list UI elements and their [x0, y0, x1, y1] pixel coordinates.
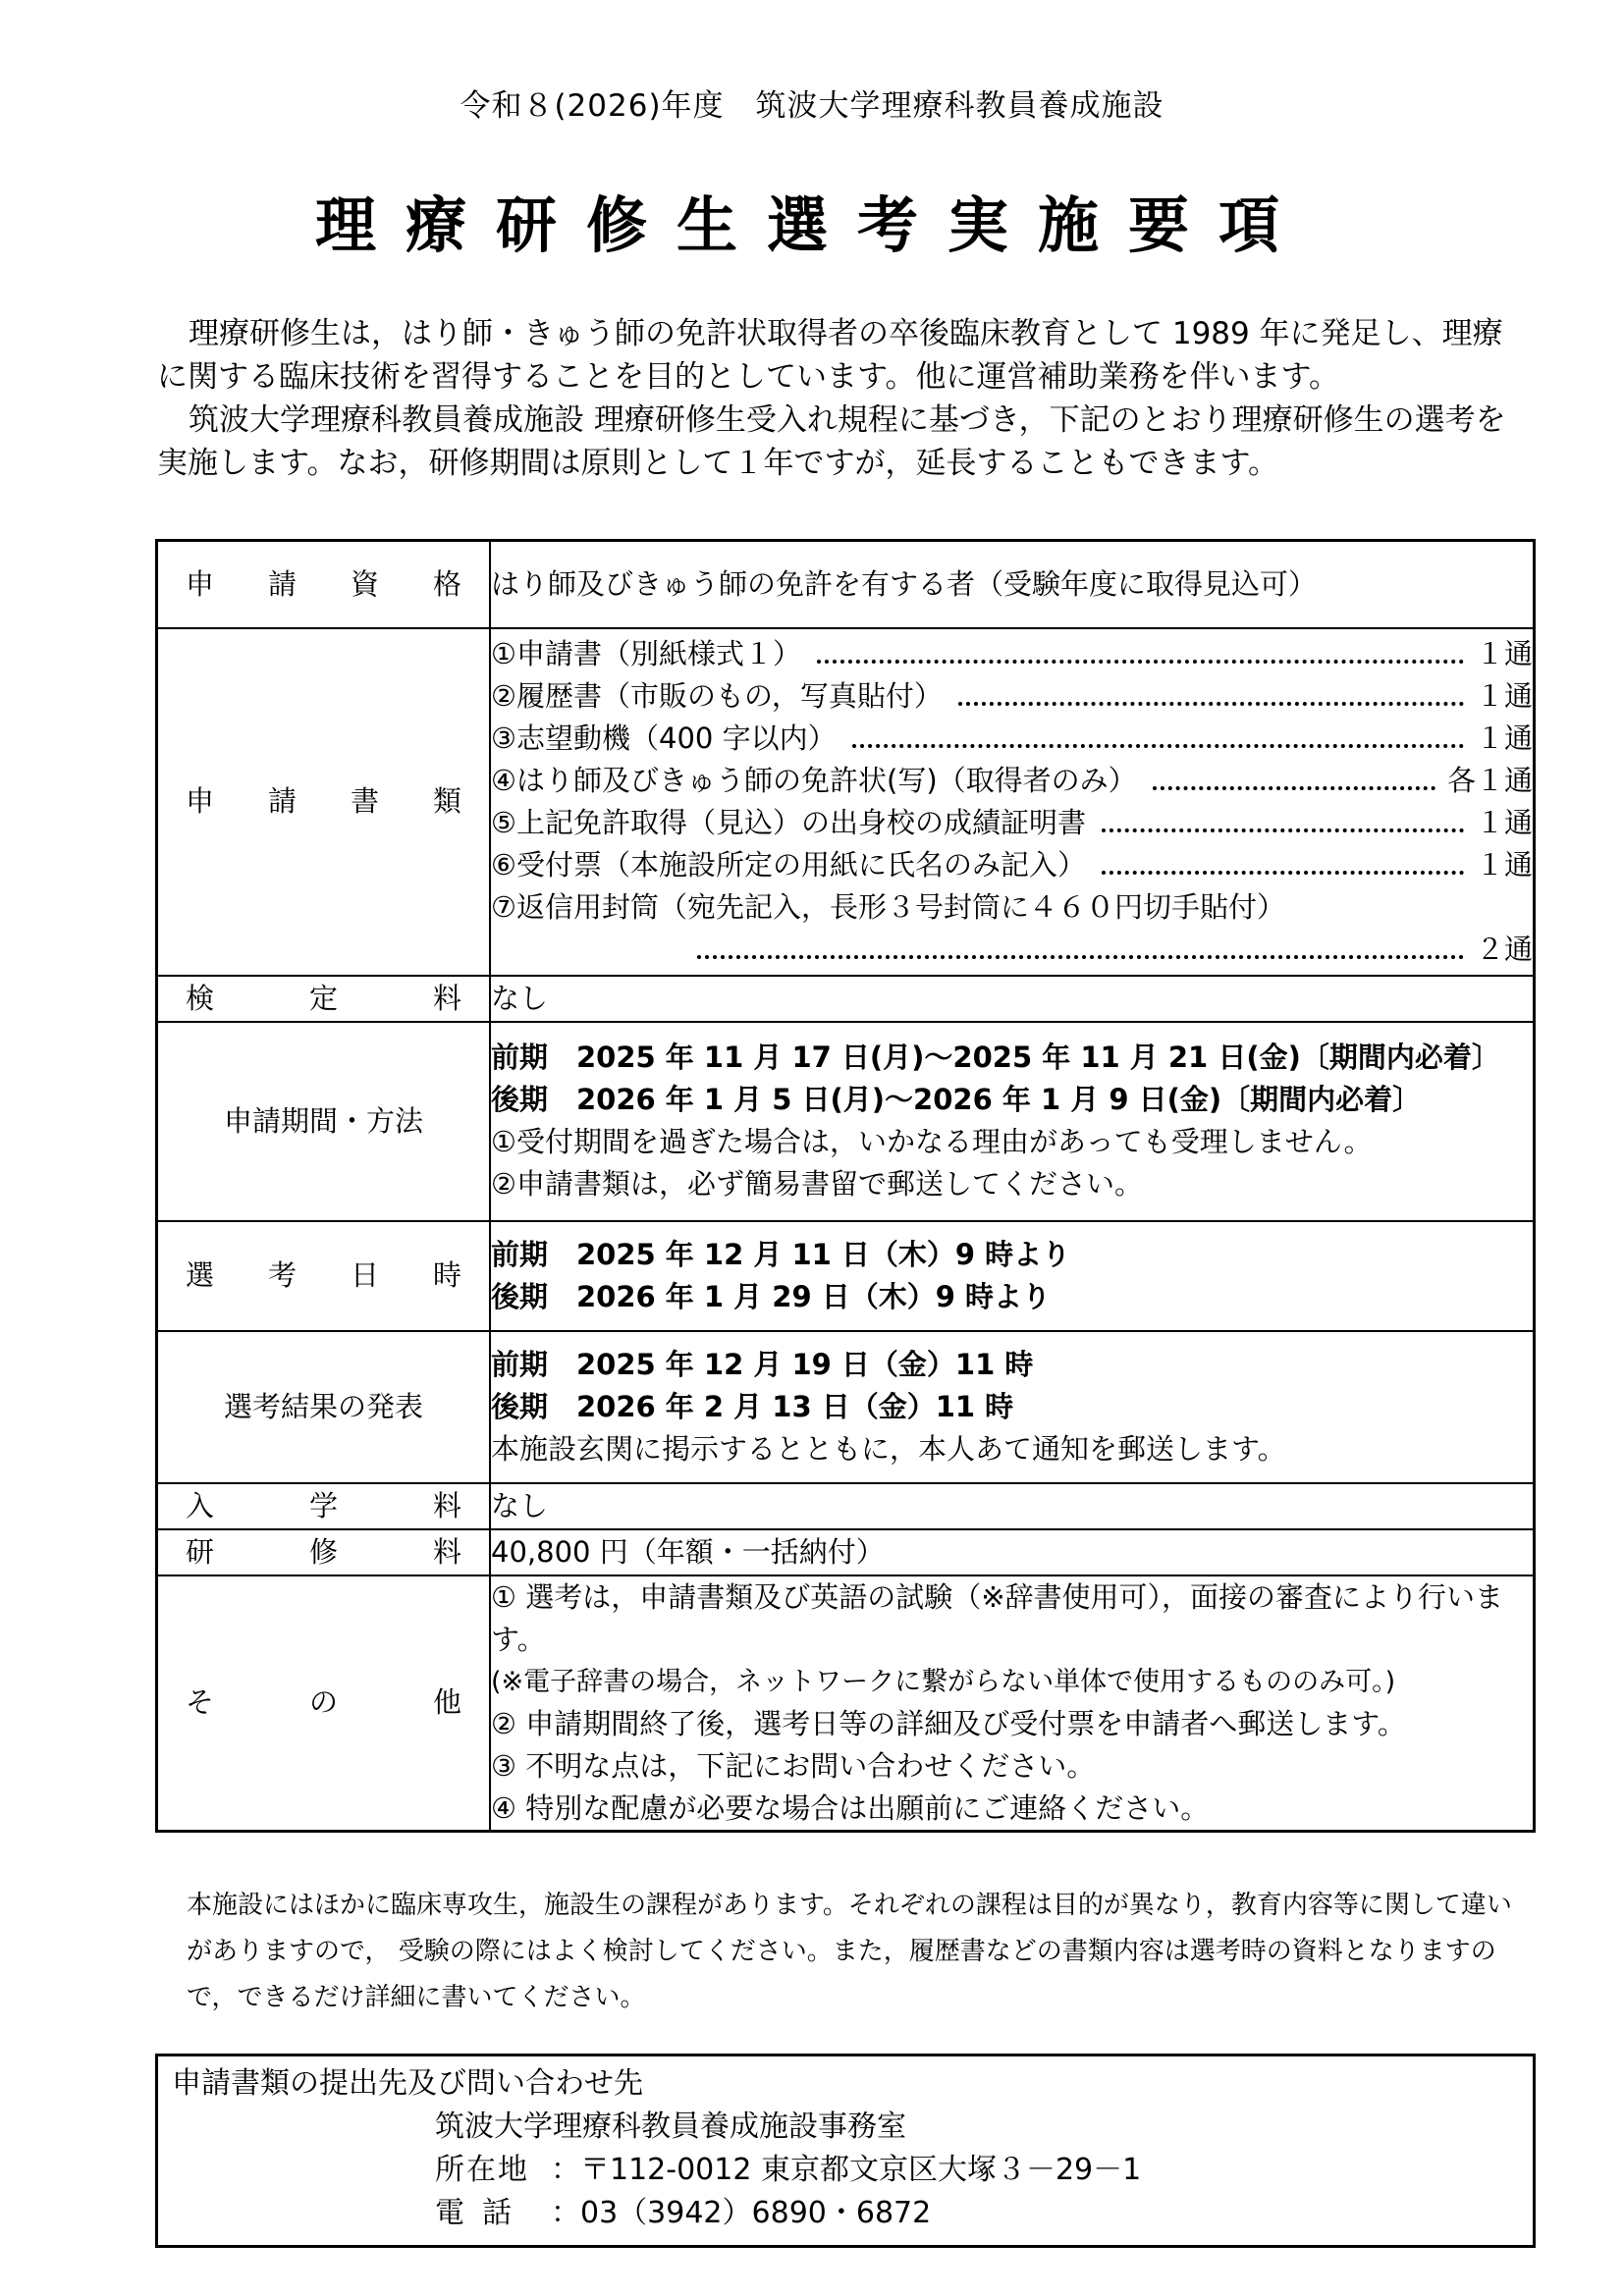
contact-office: 筑波大学理療科教員養成施設事務室: [435, 2109, 906, 2144]
row-training-fee: [157, 1529, 1535, 1575]
phone-label: 電話: [435, 2196, 529, 2230]
exam-fee-value: なし: [490, 976, 1535, 1022]
subtitle: 令和８(2026)年度 筑波大学理療科教員養成施設: [460, 88, 1164, 124]
other-line-3: ② 申請期間終了後，選考日等の詳細及び受付票を申請者へ郵送します。: [491, 1706, 1406, 1740]
exam-date-second: 後期 2026 年 1 月 29 日（木）9 時より: [491, 1279, 1052, 1313]
page-title: 理療研修生選考実施要項: [314, 189, 1309, 261]
period-value: [490, 1022, 1535, 1221]
document-item: ③志望動機（400 字以内） １通: [491, 718, 1533, 760]
period-second: 後期 2026 年 1 月 5 日(月)～2026 年 1 月 9 日(金)〔期間内必着〕: [491, 1083, 1422, 1116]
document-item: ①申請書（別紙様式１） １通: [491, 633, 1533, 675]
address-value: ：〒112-0012 東京都文京区大塚３－29－1: [551, 2153, 1142, 2187]
result-note: 本施設玄関に掲示するとともに，本人あて通知を郵送します。: [491, 1431, 1286, 1466]
period-label: 申請期間・方法: [157, 1022, 491, 1221]
row-qualification: [157, 541, 1535, 628]
document-item: ⑥受付票（本施設所定の用紙に氏名のみ記入） １通: [491, 844, 1533, 886]
admission-fee-value: なし: [490, 1483, 1535, 1529]
document-item: ②履歴書（市販のもの，写真貼付） １通: [491, 675, 1533, 718]
period-first: 前期 2025 年 11 月 17 日(月)～2025 年 11 月 21 日(金)〔期間内必着〕: [491, 1041, 1500, 1074]
intro: [157, 312, 1532, 485]
document-item: ④はり師及びきゅう師の免許状(写)（取得者のみ） 各１通: [491, 760, 1533, 802]
note: [187, 1883, 1532, 2021]
result-second: 後期 2026 年 2 月 13 日（金）11 時: [491, 1389, 1014, 1423]
period-note-2: ②申請書類は，必ず簡易書留で郵送してください。: [491, 1167, 1143, 1201]
training-fee-value: 40,800 円（年額・一括納付）: [490, 1529, 1535, 1575]
row-period: [157, 1022, 1535, 1221]
documents-label: 申請書類: [157, 628, 491, 976]
other-line-2: (※電子辞書の場合，ネットワークに繋がらない単体で使用するもののみ可。): [491, 1666, 1396, 1697]
document-item: ⑤上記免許取得（見込）の出身校の成績証明書 １通: [491, 802, 1533, 844]
phone-value: ：03（3942）6890・6872: [551, 2196, 932, 2230]
row-admission-fee: [157, 1483, 1535, 1529]
intro-paragraph-2: 筑波大学理療科教員養成施設 理療研修生受入れ規程に基づき，下記のとおり理療研修生の選考を実施します。なお，研修期間は原則として１年ですが，延長することもできます。: [157, 402, 1506, 481]
row-result: [157, 1331, 1535, 1483]
result-label: 選考結果の発表: [157, 1331, 491, 1483]
other-line-4: ③ 不明な点は，下記にお問い合わせください。: [491, 1748, 1096, 1783]
result-value: [490, 1331, 1535, 1483]
other-line-1: ① 選考は，申請書類及び英語の試験（※辞書使用可），面接の審査により行います。: [491, 1579, 1504, 1656]
contact-address: [435, 2149, 1141, 2192]
row-exam-fee: [157, 976, 1535, 1022]
intro-paragraph-1: 理療研修生は，はり師・きゅう師の免許状取得者の卒後臨床教育として 1989 年に発足し、理療に関する臨床技術を習得することを目的としています。他に運営補助業務を伴います。: [157, 316, 1503, 395]
contact-phone: [435, 2192, 931, 2235]
document-item-count: ２通: [491, 929, 1533, 971]
qualification-label: 申請資格: [157, 541, 491, 628]
other-label: その他: [157, 1575, 491, 1832]
row-other: [157, 1575, 1535, 1832]
other-line-5: ④ 特別な配慮が必要な場合は出願前にご連絡ください。: [491, 1790, 1210, 1825]
requirements-table: [155, 539, 1536, 1833]
note-text: 本施設にはほかに臨床専攻生，施設生の課程があります。それぞれの課程は目的が異なり，教育内容等に関して違いがありますので， 受験の際にはよく検討してください。また，履歴書などの書類内容は選考時の資料となりますので，できるだけ詳細に書いてください。: [187, 1891, 1512, 2012]
row-exam-date: [157, 1221, 1535, 1331]
exam-date-value: [490, 1221, 1535, 1331]
address-label: 所在地: [435, 2153, 529, 2187]
qualification-value: はり師及びきゅう師の免許を有する者（受験年度に取得見込可）: [490, 541, 1535, 628]
contact-heading: 申請書類の提出先及び問い合わせ先: [172, 2066, 643, 2101]
exam-fee-label: 検定料: [157, 976, 491, 1022]
exam-date-first: 前期 2025 年 12 月 11 日（木）9 時より: [491, 1237, 1071, 1271]
documents-list: [490, 628, 1535, 976]
admission-fee-label: 入学料: [157, 1483, 491, 1529]
exam-date-label: 選考日時: [157, 1221, 491, 1331]
row-documents: [157, 628, 1535, 976]
other-value: [490, 1575, 1535, 1832]
result-first: 前期 2025 年 12 月 19 日（金）11 時: [491, 1347, 1034, 1381]
training-fee-label: 研修料: [157, 1529, 491, 1575]
document-item: ⑦返信用封筒（宛先記入，長形３号封筒に４６０円切手貼付）: [491, 889, 1285, 924]
period-note-1: ①受付期間を過ぎた場合は，いかなる理由があっても受理しません。: [491, 1125, 1373, 1158]
contact-box: [155, 2054, 1536, 2248]
